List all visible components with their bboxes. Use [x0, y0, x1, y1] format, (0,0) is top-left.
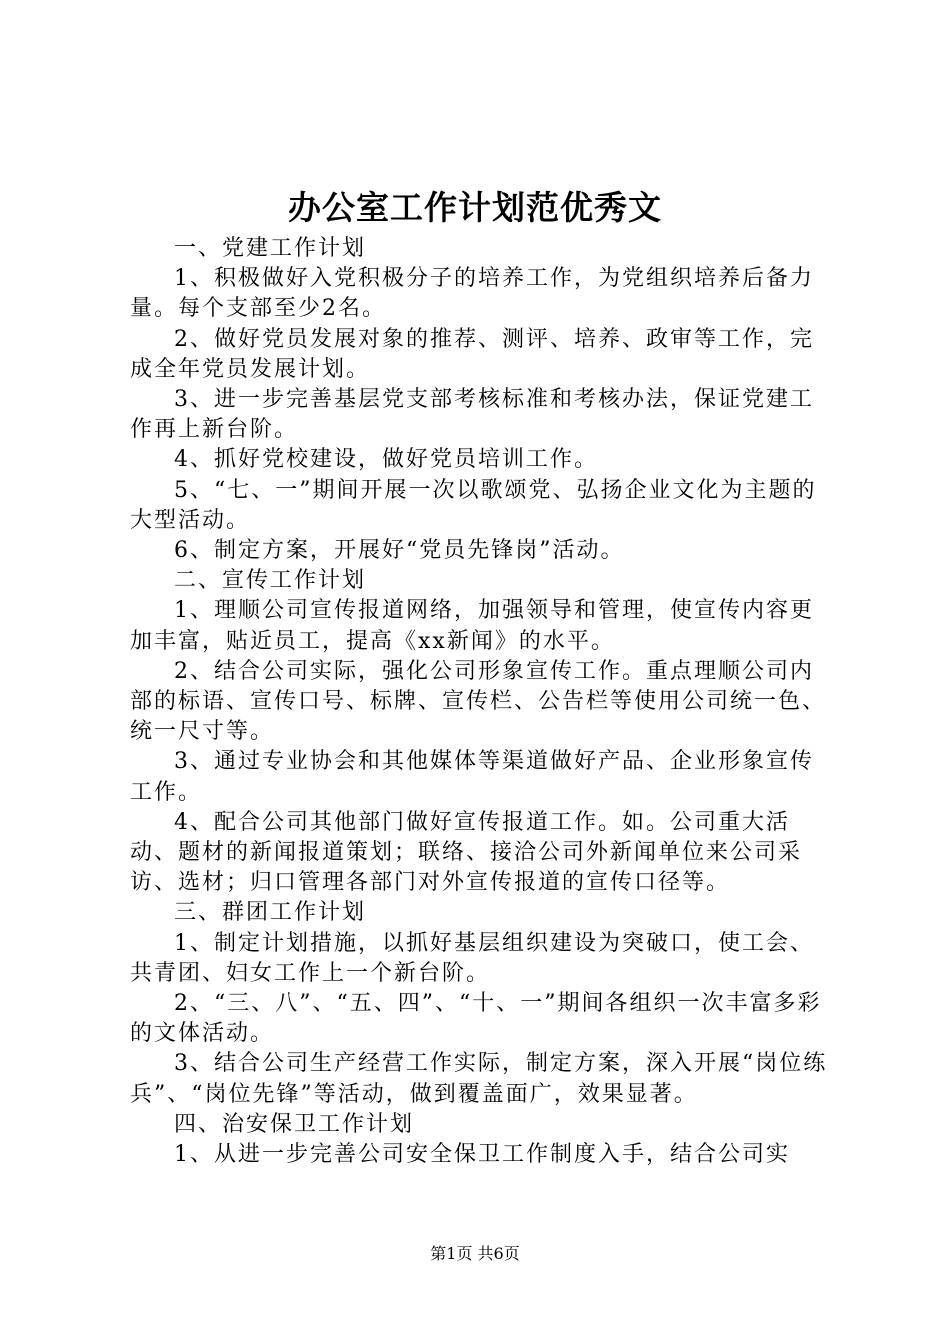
paragraph: 1、制定计划措施，以抓好基层组织建设为突破口，使工会、共青团、妇女工作上一个新台阶。	[130, 930, 814, 986]
paragraph: 1、从进一步完善公司安全保卫工作制度入手，结合公司实	[174, 1142, 790, 1168]
paragraph: 3、结合公司生产经营工作实际，制定方案，深入开展“岗位练兵”、“岗位先锋”等活动，做到覆盖面广，效果显著。	[130, 1051, 828, 1107]
page-number: 第1页 共6页	[430, 1244, 520, 1263]
paragraph: 5、“七、一”期间开展一次以歌颂党、弘扬企业文化为主题的大型活动。	[130, 477, 817, 533]
paragraph: 2、做好党员发展对象的推荐、测评、培养、政审等工作，完成全年党员发展计划。	[130, 326, 814, 382]
document-title: 办公室工作计划范优秀文	[288, 188, 662, 227]
paragraph: 2、结合公司实际，强化公司形象宣传工作。重点理顺公司内部的标语、宣传口号、标牌、宣传栏、公告栏等使用公司统一色、统一尺寸等。	[130, 658, 827, 745]
section-heading-mass-organizations: 三、群团工作计划	[174, 900, 367, 926]
paragraph: 1、理顺公司宣传报道网络，加强领导和管理，使宣传内容更加丰富，贴近员工，提高《xx新闻》的水平。	[130, 598, 814, 654]
paragraph: 2、“三、八”、“五、四”、“十、一”期间各组织一次丰富多彩的文体活动。	[130, 991, 822, 1047]
paragraph: 6、制定方案，开展好“党员先锋岗”活动。	[174, 538, 625, 564]
paragraph: 4、抓好党校建设，做好党员培训工作。	[174, 447, 598, 473]
section-heading-party-building: 一、党建工作计划	[174, 236, 367, 261]
section-heading-security: 四、治安保卫工作计划	[174, 1111, 415, 1137]
paragraph: 3、进一步完善基层党支部考核标准和考核办法，保证党建工作再上新台阶。	[130, 387, 814, 443]
document-body	[130, 234, 830, 1170]
paragraph: 3、通过专业协会和其他媒体等渠道做好产品、企业形象宣传工作。	[130, 749, 814, 805]
paragraph: 4、配合公司其他部门做好宣传报道工作。如。公司重大活动、题材的新闻报道策划；联络、接洽公司外新闻单位来公司采访、选材；归口管理各部门对外宣传报道的宣传口径等。	[130, 809, 803, 896]
section-heading-publicity: 二、宣传工作计划	[174, 568, 367, 594]
paragraph: 1、积极做好入党积极分子的培养工作，为党组织培养后备力量。每个支部至少2名。	[130, 266, 814, 322]
